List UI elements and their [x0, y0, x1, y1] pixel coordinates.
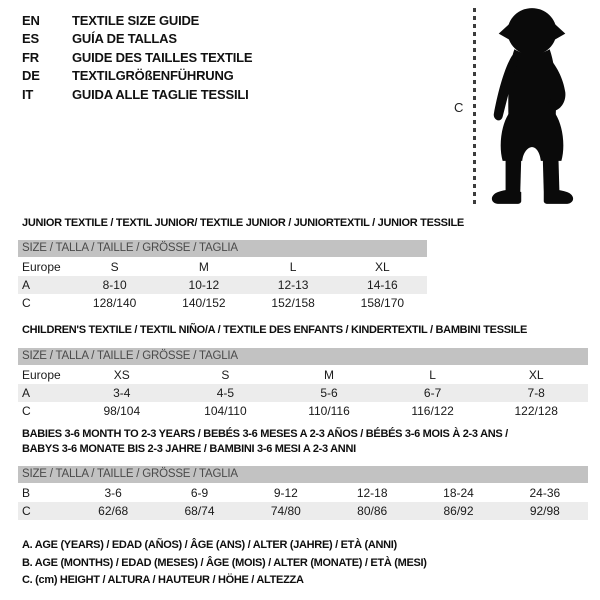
height-cell: 116/122: [411, 404, 454, 418]
babies-table-title: [18, 427, 588, 457]
age-cell: 7-8: [527, 386, 545, 400]
lang-label: GUÍA DE TALLAS: [72, 31, 177, 47]
height-measure-label: C: [454, 100, 464, 115]
baby-silhouette-icon: [486, 5, 579, 208]
age-cell: 8-10: [102, 278, 127, 292]
row-label: C: [22, 296, 31, 310]
row-label: Europe: [22, 260, 61, 274]
table-row-months: [18, 484, 588, 502]
height-cell: 80/86: [357, 504, 388, 518]
row-label: C: [22, 504, 31, 518]
size-cell: S: [110, 260, 119, 274]
height-cell: 152/158: [271, 296, 315, 310]
months-cell: 6-9: [190, 486, 209, 500]
table-row-height: [18, 294, 427, 312]
size-header-bar: SIZE / TALLA / TAILLE / GRÖSSE / TAGLIA: [18, 466, 588, 483]
table-row-height: [18, 502, 588, 520]
lang-code: IT: [22, 86, 34, 102]
babies-size-table: [18, 466, 588, 520]
age-cell: 6-7: [423, 386, 442, 400]
lang-label: GUIDE DES TAILLES TEXTILE: [72, 49, 253, 65]
lang-row-fr: [22, 48, 252, 67]
title-line: BABIES 3-6 MONTH TO 2-3 YEARS / BEBÉS 3-6 MESES A 2-3 AÑOS / BÉBÉS 3-6 MOIS À 2-3 ANS /: [22, 428, 508, 440]
lang-row-it: [22, 85, 252, 104]
height-cell: 74/80: [270, 504, 301, 518]
title-line: BABYS 3-6 MONATE BIS 2-3 JAHRE / BAMBINI 3-6 MESI A 2-3 ANNI: [22, 443, 356, 455]
size-cell: XS: [113, 368, 130, 382]
lang-label: GUIDA ALLE TAGLIE TESSILI: [72, 86, 249, 102]
size-header-bar: SIZE / TALLA / TAILLE / GRÖSSE / TAGLIA: [18, 240, 427, 257]
lang-row-de: [22, 67, 252, 86]
babies-textile-section: [18, 427, 588, 520]
height-cell: 68/74: [184, 504, 215, 518]
size-cell: M: [198, 260, 209, 274]
height-cell: 98/104: [103, 404, 141, 418]
height-cell: 92/98: [529, 504, 560, 518]
junior-textile-section: [18, 216, 464, 312]
size-cell: L: [289, 260, 297, 274]
height-cell: 128/140: [92, 296, 137, 310]
months-cell: 9-12: [273, 486, 298, 500]
height-cell: 122/128: [514, 404, 558, 418]
size-cell: S: [221, 368, 230, 382]
height-cell: 104/110: [204, 404, 247, 418]
children-textile-section: [18, 323, 588, 420]
note-age-years: A. AGE (YEARS) / EDAD (AÑOS) / ÂGE (ANS) / ALTER (JAHRE) / ETÀ (ANNI): [22, 539, 397, 551]
months-cell: 3-6: [104, 486, 122, 500]
row-label: B: [22, 486, 31, 500]
junior-table-title: [18, 216, 464, 231]
row-label: A: [22, 386, 31, 400]
table-row-height: [18, 402, 588, 420]
age-cell: 12-13: [277, 278, 309, 292]
height-cell: 62/68: [98, 504, 129, 518]
lang-label: TEXTILE SIZE GUIDE: [72, 12, 200, 28]
lang-row-en: [22, 11, 252, 30]
lang-code: DE: [22, 68, 40, 84]
size-cell: XL: [528, 368, 544, 382]
row-label: C: [22, 404, 31, 418]
age-cell: 4-5: [216, 386, 235, 400]
table-row-age: [18, 384, 588, 402]
lang-code: ES: [22, 31, 39, 47]
lang-code: EN: [22, 12, 40, 28]
age-cell: 14-16: [367, 278, 398, 292]
table-row-europe: [18, 258, 427, 276]
title-line: CHILDREN'S TEXTILE / TEXTIL NIÑO/A / TEXTILE DES ENFANTS / KINDERTEXTIL / BAMBINI TESSILE: [22, 324, 527, 336]
height-cell: 110/116: [308, 404, 350, 418]
table-row-europe: [18, 366, 588, 384]
age-cell: 3-4: [113, 386, 131, 400]
months-cell: 18-24: [443, 486, 474, 500]
age-cell: 10-12: [188, 278, 220, 292]
months-cell: 24-36: [529, 486, 561, 500]
legend-notes: [22, 537, 427, 590]
size-header-bar: SIZE / TALLA / TAILLE / GRÖSSE / TAGLIA: [18, 348, 588, 365]
note-age-months: B. AGE (MONTHS) / EDAD (MESES) / ÂGE (MOIS) / ALTER (MONATE) / ETÀ (MESI): [22, 556, 427, 569]
title-line: JUNIOR TEXTILE / TEXTIL JUNIOR/ TEXTILE JUNIOR / JUNIORTEXTIL / JUNIOR TESSILE: [22, 217, 464, 229]
height-cell: 140/152: [182, 296, 226, 310]
height-measure-line: [473, 8, 476, 207]
size-cell: M: [323, 368, 334, 382]
lang-row-es: [22, 30, 252, 49]
row-label: A: [22, 278, 31, 292]
junior-size-table: [18, 240, 427, 312]
lang-label: TEXTILGRÖßENFÜHRUNG: [72, 68, 234, 84]
height-cell: 86/92: [443, 504, 474, 518]
note-height-cm: C. (cm) HEIGHT / ALTURA / HAUTEUR / HÖHE / ALTEZZA: [22, 574, 304, 586]
months-cell: 12-18: [356, 486, 388, 500]
table-row-age: [18, 276, 427, 294]
age-cell: 5-6: [320, 386, 338, 400]
row-label: Europe: [22, 368, 61, 382]
size-cell: L: [429, 368, 436, 382]
height-cell: 158/170: [360, 296, 405, 310]
lang-code: FR: [22, 49, 39, 65]
children-table-title: [18, 323, 588, 338]
language-title-list: [22, 11, 252, 104]
children-size-table: [18, 348, 588, 420]
size-cell: XL: [375, 260, 390, 274]
